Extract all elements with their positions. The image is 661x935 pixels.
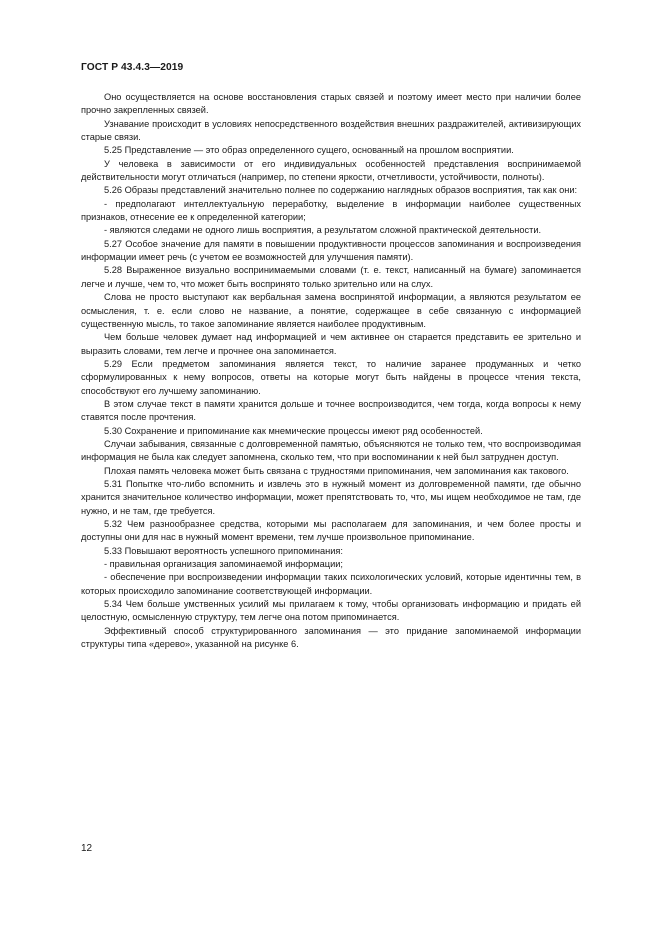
paragraph: 5.32 Чем разнообразнее средства, которыми мы располагаем для запоминания, и чем более просты и доступны они для нас в нужный момент времени, тем лучше произвольное припоминание. <box>81 519 581 543</box>
paragraph: Эффективный способ структурированного запоминания — это придание запоминаемой информации структуры типа «дерево», указанной на рисунке 6. <box>81 625 581 650</box>
body-text <box>81 91 581 651</box>
paragraph: 5.29 Если предметом запоминания является текст, то наличие заранее продуманных и четко сформулированных к нему вопросов, ответы на которые могут быть найдены в процессе чтения текста, способствуют его лучшему запоминанию. <box>81 358 581 396</box>
paragraph: 5.34 Чем больше умственных усилий мы прилагаем к тому, чтобы организовать информацию и придать ей целостную, осмысленную структуру, тем легче она потом припоминается. <box>81 599 581 623</box>
paragraph: - правильная организация запоминаемой информации; <box>104 559 343 570</box>
paragraph: - предполагают интеллектуальную переработку, выделение в информации наиболее существенных признаков, отнесение ее к определенной категории; <box>81 198 581 223</box>
paragraph: У человека в зависимости от его индивидуальных особенностей представления воспринимаемой действительности могут отличаться (например, по степени яркости, отчетливости, устойчивости, полноты). <box>81 158 581 183</box>
paragraph: В этом случае текст в памяти хранится дольше и точнее воспроизводится, чем тогда, когда вопросы к нему ставятся после прочтения. <box>81 398 581 423</box>
paragraph: Оно осуществляется на основе восстановления старых связей и поэтому имеет место при наличии более прочно закрепленных связей. <box>81 92 581 116</box>
paragraph: Случаи забывания, связанные с долговременной памятью, объясняются не только тем, что воспроизводимая информация не была как следует запомнена, сколько тем, что при воспоминании к ней был затруднен доступ. <box>81 438 581 463</box>
paragraph: 5.31 Попытке что-либо вспомнить и извлечь это в нужный момент из долговременной памяти, где обычно хранится значительное количество информации, может препятствовать то, что, мы ищем необходимое не там, где нужно, и не там, где требуется. <box>81 478 581 516</box>
paragraph: Узнавание происходит в условиях непосредственного воздействия внешних раздражителей, активизирующих старые связи. <box>81 118 581 143</box>
document-header-standard-code: ГОСТ Р 43.4.3—2019 <box>81 62 184 73</box>
paragraph: 5.33 Повышают вероятность успешного припоминания: <box>104 545 343 556</box>
page-number: 12 <box>81 843 93 854</box>
paragraph: 5.26 Образы представлений значительно полнее по содержанию наглядных образов восприятия, так как они: <box>104 185 578 196</box>
paragraph: - обеспечение при воспроизведении информации таких психологических условий, которые идентичны тем, в которых происходило запоминание соответствующей информации. <box>81 572 581 596</box>
paragraph: Плохая память человека может быть связана с трудностями припоминания, чем запоминания как такового. <box>104 465 569 476</box>
paragraph: - являются следами не одного лишь восприятия, а результатом сложной практической деятельности. <box>104 225 542 236</box>
paragraph: Слова не просто выступают как вербальная замена воспринятой информации, а являются результатом ее осмысления, т. е. если слово не название, а понятие, содержащее в себе связанную с информацией существенную мысль, то такое запоминание является наиболее продуктивным. <box>81 292 581 329</box>
paragraph: 5.25 Представление — это образ определенного сущего, основанный на прошлом восприятии. <box>104 145 514 156</box>
paragraph: Чем больше человек думает над информацией и чем активнее он старается представить ее зрительно и выразить словами, тем легче и прочнее она запоминается. <box>81 332 581 356</box>
paragraph: 5.30 Сохранение и припоминание как мнемические процессы имеют ряд особенностей. <box>104 425 483 436</box>
paragraph: 5.27 Особое значение для памяти в повышении продуктивности процессов запоминания и воспроизведения информации имеет речь (с учетом ее возможностей для улучшения памяти). <box>81 238 581 263</box>
paragraph: 5.28 Выраженное визуально воспринимаемыми словами (т. е. текст, написанный на бумаге) запоминается легче и лучше, чем то, что может быть воспринято только зрительно или на слух. <box>81 265 581 289</box>
